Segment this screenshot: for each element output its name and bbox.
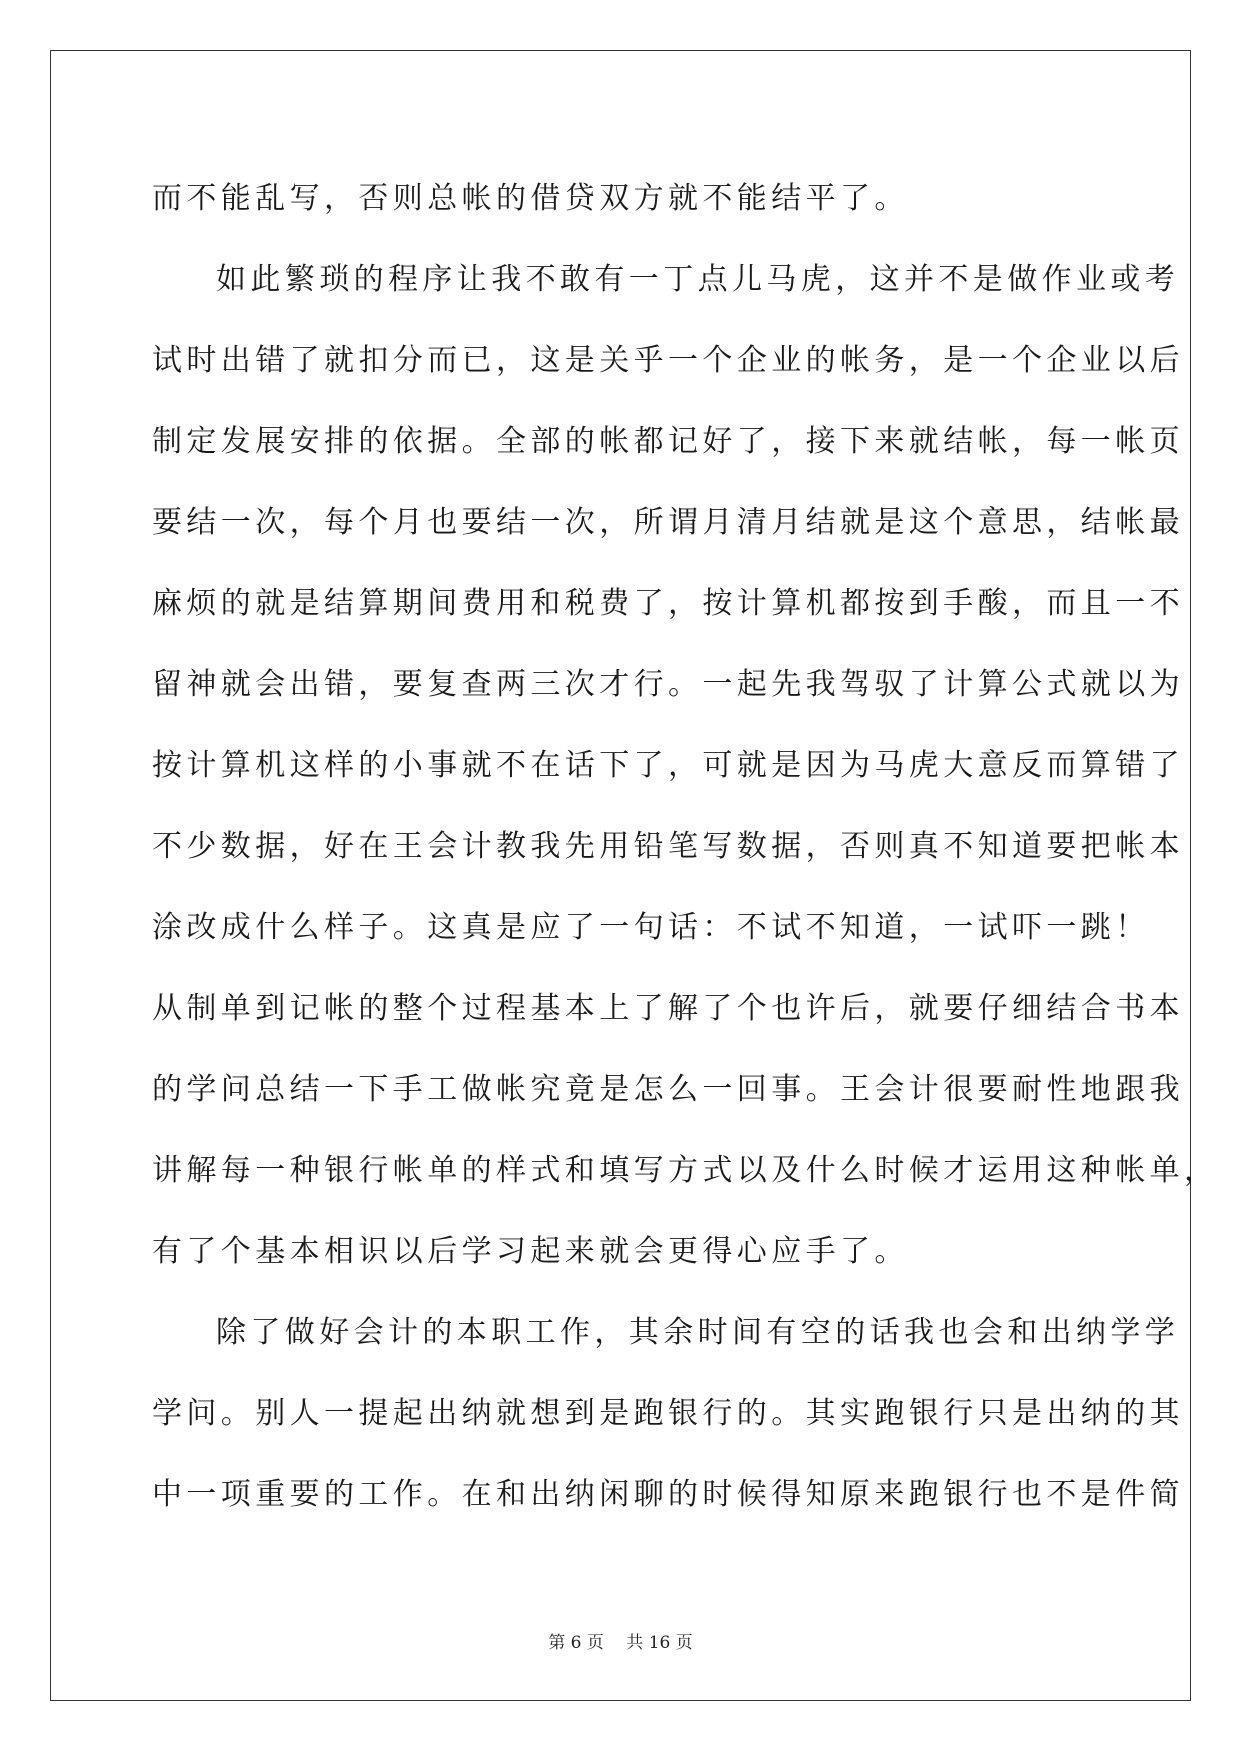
text-line-4: 制定发展安排的依据。全部的帐都记好了，接下来就结帐，每一帐页 — [152, 424, 1184, 459]
page-number-footer: 第 6 页 共 16 页 — [548, 1633, 693, 1653]
text-line-13: 讲解每一种银行帐单的样式和填写方式以及什么时候才运用这种帐单， — [152, 1153, 1219, 1188]
text-line-11: 从制单到记帐的整个过程基本上了解了个也许后，就要仔细结合书本 — [152, 991, 1184, 1026]
text-line-17: 中一项重要的工作。在和出纳闲聊的时候得知原来跑银行也不是件简 — [152, 1477, 1184, 1512]
text-line-8: 按计算机这样的小事就不在话下了，可就是因为马虎大意反而算错了 — [152, 748, 1184, 783]
text-line-7: 留神就会出错，要复查两三次才行。一起先我驾驭了计算公式就以为 — [152, 667, 1184, 702]
text-line-1: 而不能乱写，否则总帐的借贷双方就不能结平了。 — [152, 181, 909, 216]
text-line-2: 如此繁琐的程序让我不敢有一丁点儿马虎，这并不是做作业或考 — [216, 262, 1180, 297]
text-line-6: 麻烦的就是结算期间费用和税费了，按计算机都按到手酸，而且一不 — [152, 586, 1184, 621]
body-text — [152, 158, 1219, 1535]
text-line-14: 有了个基本相识以后学习起来就会更得心应手了。 — [152, 1234, 909, 1269]
text-line-9: 不少数据，好在王会计教我先用铅笔写数据，否则真不知道要把帐本 — [152, 829, 1184, 864]
text-line-15: 除了做好会计的本职工作，其余时间有空的话我也会和出纳学学 — [216, 1315, 1180, 1350]
text-line-16: 学问。别人一提起出纳就想到是跑银行的。其实跑银行只是出纳的其 — [152, 1396, 1184, 1431]
text-line-10: 涂改成什么样子。这真是应了一句话：不试不知道，一试吓一跳！ — [152, 910, 1150, 945]
text-line-5: 要结一次，每个月也要结一次，所谓月清月结就是这个意思，结帐最 — [152, 505, 1184, 540]
text-line-3: 试时出错了就扣分而已，这是关乎一个企业的帐务，是一个企业以后 — [152, 343, 1184, 378]
text-line-12: 的学问总结一下手工做帐究竟是怎么一回事。王会计很要耐性地跟我 — [152, 1072, 1184, 1107]
